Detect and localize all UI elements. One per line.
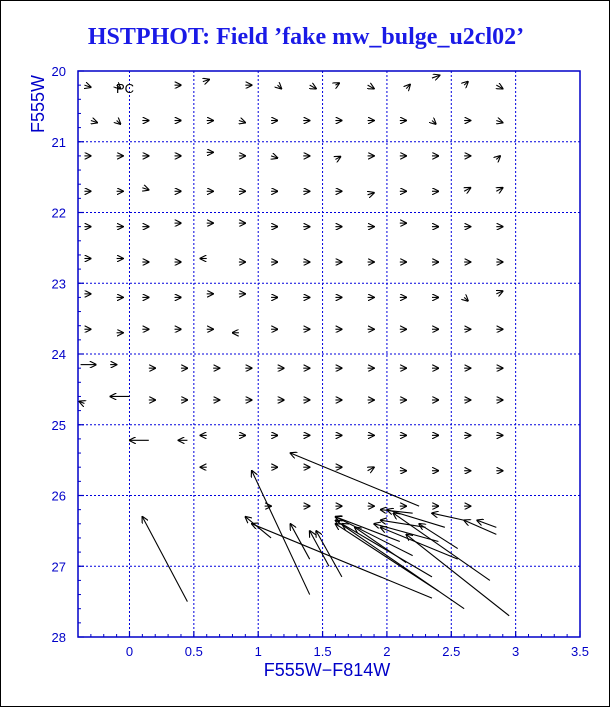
vector-arrow bbox=[117, 121, 121, 125]
x-tick-labels bbox=[126, 644, 589, 659]
plot-area bbox=[78, 71, 580, 637]
x-tick-label: 2.5 bbox=[442, 644, 461, 659]
y-tick-label: 22 bbox=[51, 205, 66, 221]
vector-arrow bbox=[271, 156, 277, 158]
y-tick-label: 24 bbox=[51, 347, 66, 362]
vector-arrow bbox=[464, 520, 496, 534]
x-tick-label: 0.5 bbox=[184, 644, 203, 659]
vector-arrow bbox=[432, 121, 436, 125]
vector-arrow bbox=[432, 75, 440, 78]
vector-arrow bbox=[335, 157, 340, 160]
pc-annotation: PC bbox=[116, 81, 135, 96]
vector-arrow bbox=[464, 297, 468, 301]
y-tick-label: 23 bbox=[51, 276, 66, 292]
x-tick-label: 3.5 bbox=[570, 644, 590, 659]
vector-arrow bbox=[368, 85, 374, 89]
vector-arrow bbox=[142, 188, 148, 190]
x-tick-label: 0 bbox=[125, 644, 134, 659]
vector-arrow bbox=[142, 517, 187, 602]
vector-arrow bbox=[290, 453, 419, 506]
vector-arrow bbox=[368, 467, 374, 471]
vector-arrow bbox=[380, 527, 457, 559]
vector-arrow bbox=[278, 85, 282, 89]
axis-ticks bbox=[78, 71, 580, 637]
vector-arrow bbox=[91, 121, 97, 123]
vector-arrow bbox=[79, 401, 84, 403]
vector-arrow bbox=[316, 531, 342, 577]
y-tick-label: 20 bbox=[51, 64, 66, 79]
vector-arrow bbox=[84, 85, 90, 87]
x-tick-label: 1 bbox=[254, 644, 262, 659]
x-tick-label: 1.5 bbox=[313, 644, 332, 659]
vector-arrow bbox=[239, 121, 245, 123]
vector-arrow bbox=[496, 121, 502, 123]
vector-arrow bbox=[252, 471, 310, 595]
vector-arrow bbox=[496, 85, 502, 89]
y-tick-label: 27 bbox=[51, 559, 66, 575]
grid-lines bbox=[78, 71, 580, 637]
y-tick-label: 25 bbox=[51, 417, 66, 433]
vector-arrow bbox=[406, 534, 509, 615]
vector-arrow bbox=[464, 188, 470, 192]
vector-arrow bbox=[355, 527, 406, 562]
x-axis-label: F555W−F814W bbox=[263, 660, 391, 680]
y-tick-label: 28 bbox=[51, 630, 66, 645]
y-axis-label: F555W bbox=[28, 74, 48, 134]
y-tick-labels bbox=[52, 64, 66, 645]
vector-arrow bbox=[496, 188, 502, 192]
vector-arrow bbox=[496, 156, 500, 160]
vector-arrow bbox=[406, 84, 410, 88]
vector-arrow bbox=[310, 85, 316, 89]
vector-arrow bbox=[335, 83, 339, 85]
arrows bbox=[79, 75, 509, 616]
vector-arrow bbox=[496, 291, 502, 294]
chart-title: HSTPHOT: Field ’fake mw_bulge_u2cl02’ bbox=[87, 24, 525, 50]
y-tick-label: 26 bbox=[51, 488, 66, 504]
vector-arrow bbox=[335, 517, 399, 542]
vector-arrow bbox=[374, 524, 438, 542]
vector-arrow bbox=[464, 82, 468, 86]
vector-arrow bbox=[387, 510, 445, 528]
x-tick-label: 2 bbox=[383, 644, 391, 659]
vector-arrow bbox=[477, 520, 496, 527]
vector-arrow bbox=[203, 79, 209, 81]
vector-arrow bbox=[432, 513, 464, 520]
y-tick-label: 21 bbox=[51, 134, 66, 150]
x-tick-label: 3 bbox=[512, 644, 520, 659]
vector-arrow bbox=[368, 193, 374, 195]
